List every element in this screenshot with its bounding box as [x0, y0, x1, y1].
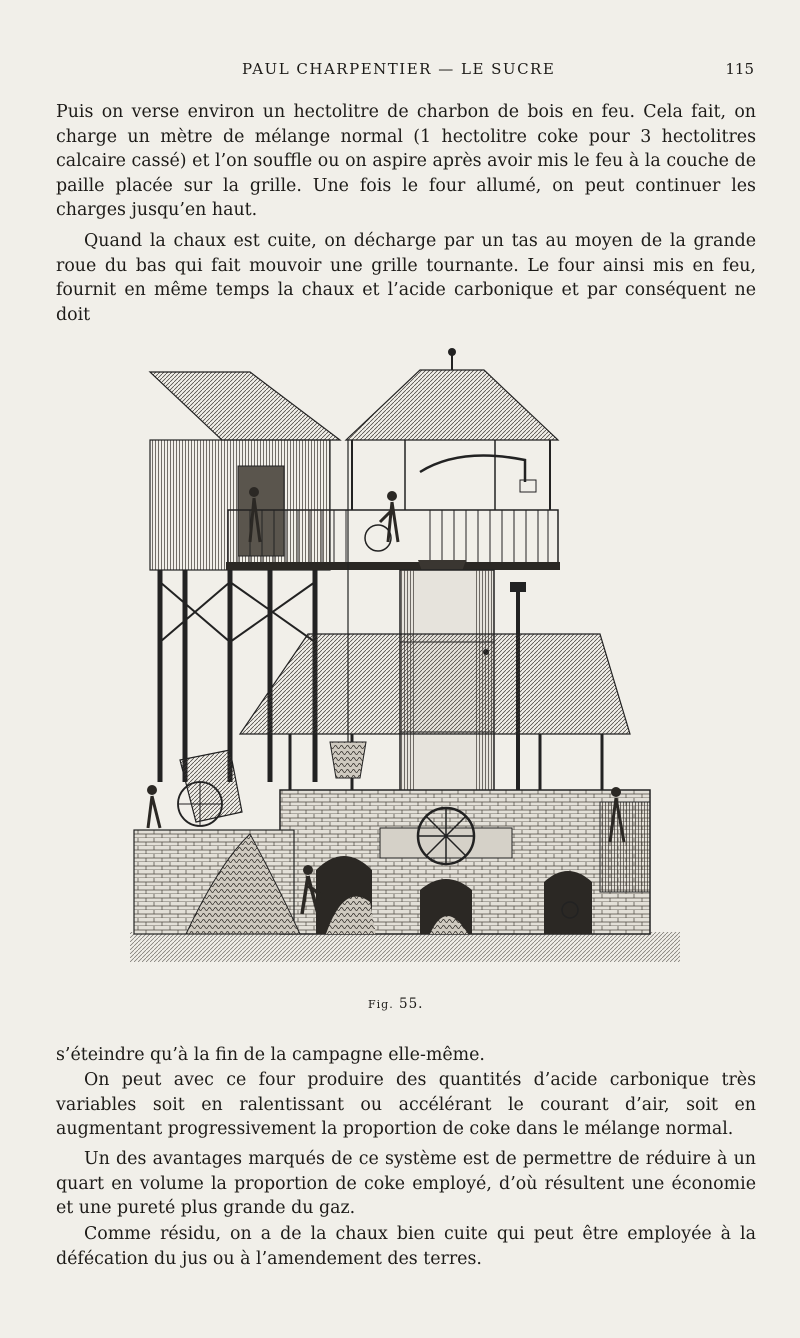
running-head	[60, 60, 760, 84]
lime-kiln-engraving	[130, 342, 680, 982]
paragraph-4: On peut avec ce four produire des quantités d’acide carbonique très variables soit en ralentissant ou accélérant le courant d’air, soit en augmentant progressivement la proportion de coke dans le mélange normal.	[56, 1070, 756, 1140]
figure-label: Fig.	[368, 998, 394, 1011]
page-number: 115	[725, 60, 754, 78]
running-title: PAUL CHARPENTIER — LE SUCRE	[242, 60, 556, 78]
figure-caption	[368, 996, 423, 1012]
paragraph-2: Quand la chaux est cuite, on décharge par un tas au moyen de la grande roue du bas qui fait mouvoir une grille tournante. Le four ainsi mis en feu, fournit en même temps la chaux et l’acide carbonique et par conséquent ne doit	[56, 231, 756, 325]
paragraph-6: Comme résidu, on a de la chaux bien cuite qui peut être employée à la défécation du jus ou à l’amendement des terres.	[56, 1224, 756, 1269]
paragraph-1: Puis on verse environ un hectolitre de charbon de bois en feu. Cela fait, on charge un mètre de mélange normal (1 hectolitre coke pour 3 hectolitres calcaire cassé) et l’on souffle ou on aspire après avoir mis le feu à la couche de paille placée sur la grille. Une fois le four allumé, on peut continuer les charges jusqu’en haut.	[56, 102, 756, 221]
paragraph-5: Un des avantages marqués de ce système est de permettre de réduire à un quart en volume la proportion de coke employé, d’où résultent une économie et une pureté plus grande du gaz.	[56, 1149, 756, 1219]
figure-number: 55.	[399, 996, 424, 1012]
paragraph-3: s’éteindre qu’à la fin de la campagne elle-même.	[56, 1045, 485, 1065]
